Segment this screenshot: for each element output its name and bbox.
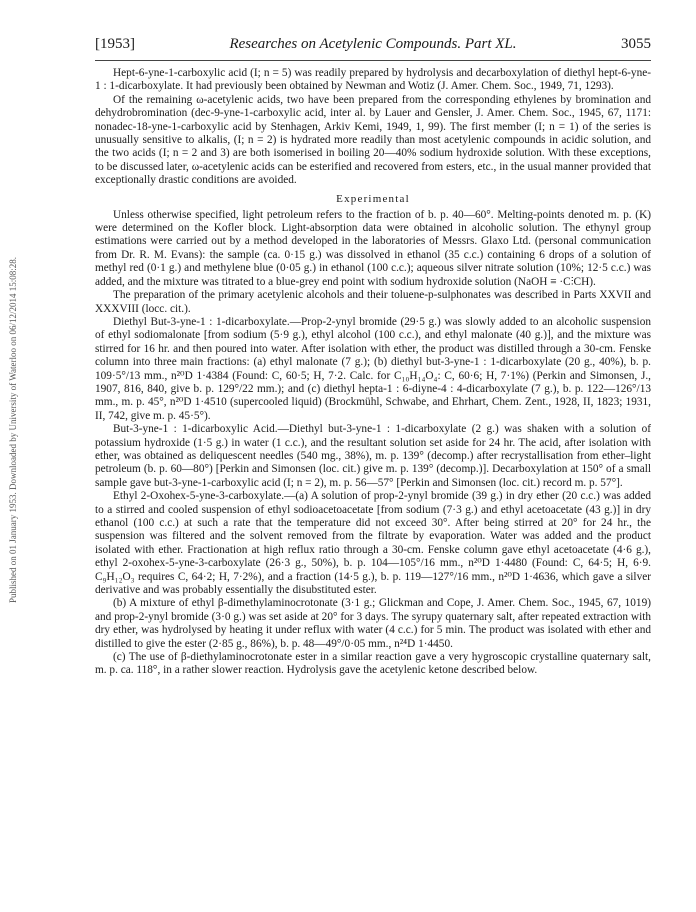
paragraph-method-b: (b) A mixture of ethyl β-dimethylaminocrotonate (3·1 g.; Glickman and Cope, J. Amer. Chem. Soc., 1945, 67, 1019) and prop-2-ynyl bromide (3·0 g.) was set aside at 20° for 3 days. The syrupy quaternary salt, after repeated extraction with dry ether, was hydrolysed by heating it under reflux with water (4 c.c.) for 5 min. The product was isolated with ether and distilled to give the ester (2·85 g., 86%), b. p. 48—49°/0·05 mm., n²⁴D 1·4450. (95, 597, 651, 650)
paragraph-ethyl-oxohexynecarboxylate-a: Ethyl 2-Oxohex-5-yne-3-carboxylate.—(a) A solution of prop-2-ynyl bromide (39 g.) in dry ether (20 c.c.) was added to a stirred and cooled suspension of ethyl sodioacetoacetate [from sodium (7·3 g.) and ethyl acetoacetate (43 g.)] in dry ethanol (100 c.c.) at such a rate that the temperature did not exceed 30°. After being stirred at 20° for 24 hr., the suspension was filtered and the solvent removed from the filtrate by evaporation. Water was added and the product isolated with ether. Fractionation at high reflux ratio through a 30-cm. Fenske column gave ethyl acetoacetate (4·6 g.), ethyl 2-oxohex-5-yne-3-carboxylate (26·3 g., 50%), b. p. 104—105°/16 mm., n²⁰D 1·4480 (Found: C, 64·5; H, 6·9. C₉H₁₂O₃ requires C, 64·2; H, 7·2%), and a fraction (14·5 g.), b. p. 119—127°/16 mm., n²⁰D 1·4636, which gave a silver derivative and was probably essentially the disubstituted ester. (95, 490, 651, 597)
paragraph-butynedicarboxylic-acid: But-3-yne-1 : 1-dicarboxylic Acid.—Diethyl but-3-yne-1 : 1-dicarboxylate (2 g.) was shaken with a solution of potassium hydroxide (1·5 g.) in water (1 c.c.), and the resultant solution set aside for 24 hr. The acid, after isolation with ether, was obtained as deliquescent needles (540 mg., 38%), m. p. 139° (decomp.) after recrystallisation from ether–light petroleum (b. p. 60—80°) [Perkin and Simonsen (loc. cit.) give m. p. 139° (decomp.)]. Decarboxylation at 150° of a small sample gave but-3-yne-1-carboxylic acid (I; n = 2), m. p. 56—57° [Perkin and Simonsen (loc. cit.) record m. p. 57°]. (95, 423, 651, 489)
running-header (95, 36, 651, 58)
paragraph-omega-acetylenic-acids: Of the remaining ω-acetylenic acids, two have been prepared from the corresponding ethylenes by bromination and dehydrobromination (dec-9-yne-1-carboxylic acid, inter al. by Lauer and Gensler, J. Amer. Chem. Soc., 1945, 67, 1171: nonadec-18-yne-1-carboxylic acid by Stenhagen, Arkiv Kemi, 1949, 1, 99). The first member (I; n = 1) of the series is unusually sensitive to alkalis, (I; n = 2) is hydrated more readily than most acetylenic compounds in acidic solution, and the two acids (I; n = 2 and 3) are both isomerised in boiling 20—40% sodium hydroxide solution. With these exceptions, to be discussed later, ω-acetylenic acids can be esterified and recovered from esters, etc., in the usual manner provided that exceptionally drastic conditions are avoided. (95, 93, 651, 187)
header-rule (95, 60, 651, 61)
journal-page (95, 36, 651, 678)
paragraph-hept-6-yne-acid: Hept-6-yne-1-carboxylic acid (I; n = 5) was readily prepared by hydrolysis and decarboxylation of diethyl hept-6-yne-1 : 1-dicarboxylate. It had previously been obtained by Newman and Wotiz (J. Amer. Chem. Soc., 1949, 71, 1293). (95, 67, 651, 93)
download-watermark-text: Published on 01 January 1953. Downloaded by University of Waterloo on 06/12/2014 15:08:28. (8, 256, 19, 604)
section-heading-experimental: Experimental (336, 192, 410, 205)
header-year: [1953] (95, 36, 135, 52)
header-page-number: 3055 (621, 36, 651, 52)
paragraph-diethyl-butynedicarboxylate: Diethyl But-3-yne-1 : 1-dicarboxylate.—Prop-2-ynyl bromide (29·5 g.) was slowly added to an alcoholic suspension of ethyl sodiomalonate [from sodium (5·9 g.), ethyl alcohol (100 c.c.), and ethyl malonate (40 g.)], and the mixture was stirred for 16 hr. and then poured into water. After isolation with ether, the product was distilled through a 30-cm. Fenske column into three main fractions: (a) ethyl malonate (7 g.); (b) diethyl but-3-yne-1 : 1-dicarboxylate (20 g., 40%), b. p. 109·5°/13 mm., n²⁰D 1·4384 (Found: C, 60·5; H, 7·2. Calc. for C₁₀H₁₄O₄: C, 60·6; H, 7·1%) (Perkin and Simonsen, J., 1907, 816, 840, give b. p. 129°/22 mm.); and (c) diethyl hepta-1 : 6-diyne-4 : 4-dicarboxylate (7 g.), b. p. 122—126°/13 mm., m. p. 45°, n²⁰D 1·4510 (supercooled liquid) (Brockmühl, Schwabe, and Ehrhart, Chem. Zent., 1928, II, 1823; 1931, II, 742, give m. p. 45·5°). (95, 315, 651, 422)
paragraph-preparation-alcohols: The preparation of the primary acetylenic alcohols and their toluene-p-sulphonates was described in Parts XXVII and XXXVIII (locc. cit.). (95, 289, 651, 315)
paragraph-general-methods: Unless otherwise specified, light petroleum refers to the fraction of b. p. 40—60°. Melting-points denoted m. p. (K) were determined on the Kofler block. Light-absorption data were obtained in alcoholic solution. The ethynyl group estimations were carried out by a method developed in the laboratories of Messrs. Glaxo Ltd. (personal communication from Dr. R. M. Evans): the sample (ca. 0·15 g.) was dissolved in ethanol (35 c.c.) containing 6 drops of a solution of methyl red (0·1 g.) and methylene blue (0·05 g.) in ethanol (100 c.c.); aqueous silver nitrate solution (10%; 12·5 c.c.) was added, and the mixture was titrated to a blue-grey end point with sodium hydroxide solution (NaOH ≡ ·C⫶CH). (95, 208, 651, 288)
download-watermark (4, 150, 22, 710)
header-title: Researches on Acetylenic Compounds. Part XL. (229, 36, 517, 52)
paragraph-method-c: (c) The use of β-diethylaminocrotonate ester in a similar reaction gave a very hygroscopic crystalline quaternary salt, m. p. ca. 118°, in a rather slower reaction. Hydrolysis gave the acetylenic ketone described below. (95, 651, 651, 677)
